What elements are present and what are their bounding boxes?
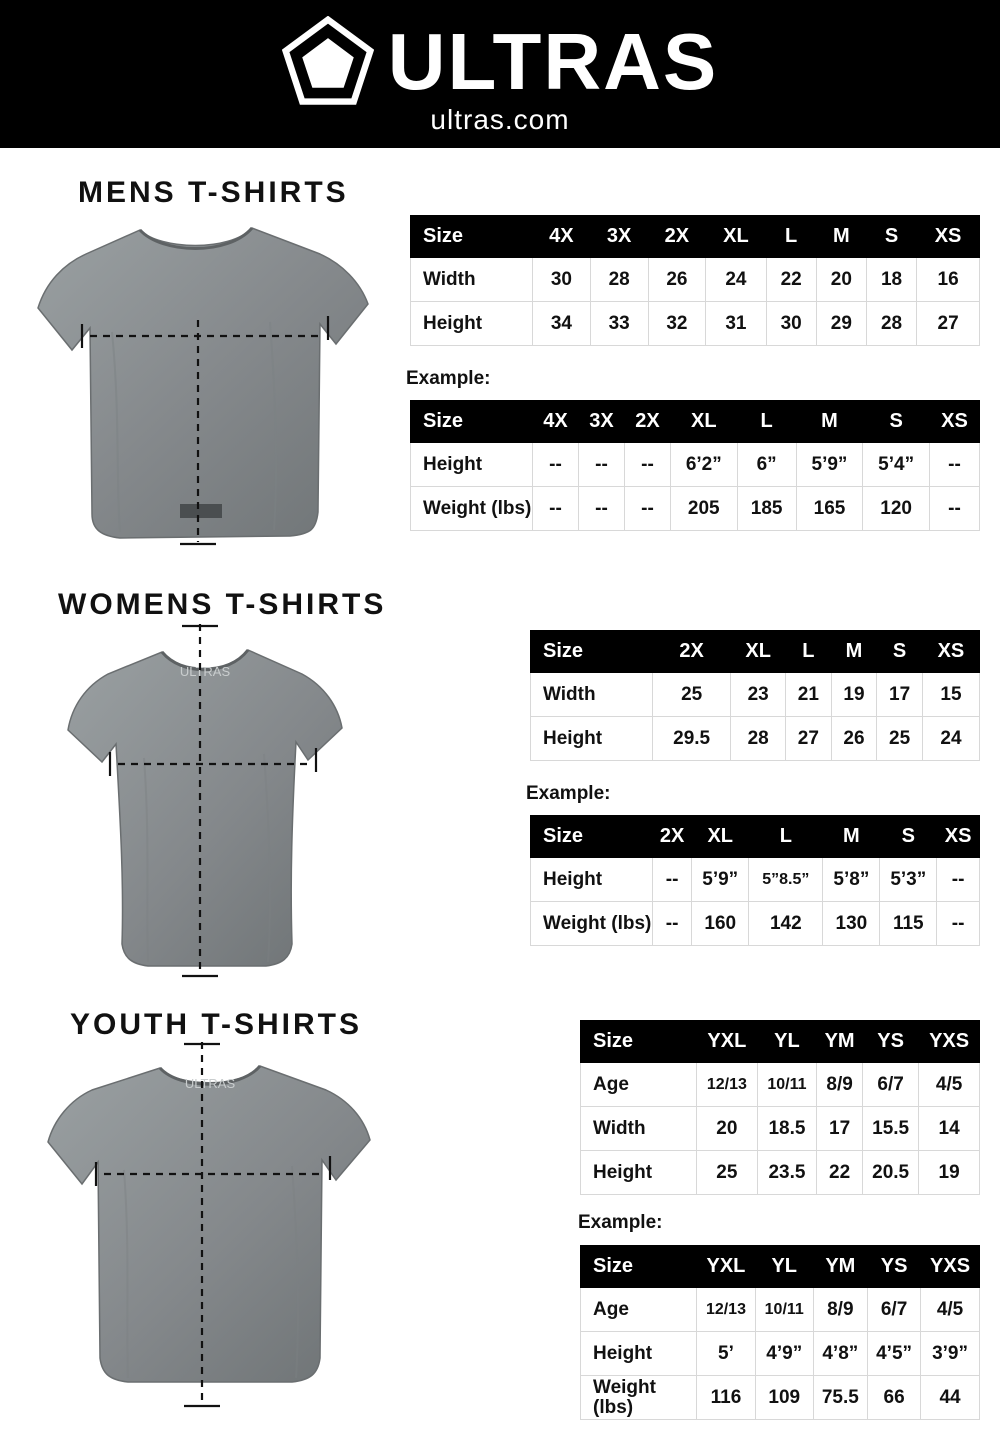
womens-example-table <box>530 815 980 946</box>
cell: 6/7 <box>863 1063 919 1107</box>
mens-size-table <box>410 215 980 346</box>
col-yxl: YXL <box>697 1021 758 1063</box>
col-m: M <box>831 631 877 673</box>
table-row <box>531 717 980 761</box>
cell: 16 <box>917 258 980 302</box>
cell: 23.5 <box>757 1151 816 1195</box>
cell: 28 <box>731 717 786 761</box>
col-s: S <box>866 216 916 258</box>
cell: 10/11 <box>757 1063 816 1107</box>
svg-text:ULTRAS: ULTRAS <box>184 1076 236 1091</box>
cell: 29 <box>816 302 866 346</box>
cell: 66 <box>868 1376 921 1420</box>
cell: 20 <box>816 258 866 302</box>
mens-example-table <box>410 400 980 531</box>
cell: 6/7 <box>868 1288 921 1332</box>
cell: -- <box>533 487 579 531</box>
cell: -- <box>937 902 980 946</box>
col-xl: XL <box>670 401 737 443</box>
cell: -- <box>929 487 979 531</box>
cell: 30 <box>533 258 591 302</box>
col-4x: 4X <box>533 216 591 258</box>
womens-size-table <box>530 630 980 761</box>
row-label: Width <box>531 673 653 717</box>
cell: 3’9” <box>921 1332 980 1376</box>
col-xl: XL <box>706 216 766 258</box>
row-label: Weight (lbs) <box>581 1376 697 1420</box>
youth-example-table <box>580 1245 980 1420</box>
cell: 33 <box>590 302 648 346</box>
row-label: Height <box>411 302 533 346</box>
col-m: M <box>823 816 880 858</box>
mens-tshirt-illustration <box>20 212 390 562</box>
cell: 5’ <box>697 1332 756 1376</box>
col-l: L <box>766 216 816 258</box>
row-label: Weight (lbs) <box>411 487 533 531</box>
cell: -- <box>533 443 579 487</box>
cell: 5”8.5” <box>749 858 823 902</box>
brand-row <box>0 16 1000 108</box>
col-yxs: YXS <box>921 1246 980 1288</box>
row-label: Height <box>581 1151 697 1195</box>
cell: 8/9 <box>813 1288 868 1332</box>
cell: 5’4” <box>863 443 930 487</box>
cell: 20 <box>697 1107 758 1151</box>
table-row <box>411 487 980 531</box>
cell: 5’8” <box>823 858 880 902</box>
col-4x: 4X <box>533 401 579 443</box>
col-s: S <box>880 816 937 858</box>
table-row <box>581 1063 980 1107</box>
row-label: Width <box>581 1107 697 1151</box>
col-size: Size <box>411 216 533 258</box>
col-ym: YM <box>813 1246 868 1288</box>
youth-example-label: Example: <box>578 1212 663 1233</box>
col-yxs: YXS <box>919 1021 980 1063</box>
cell: 12/13 <box>697 1288 756 1332</box>
table-header-row <box>581 1021 980 1063</box>
cell: 28 <box>866 302 916 346</box>
row-label: Age <box>581 1063 697 1107</box>
cell: 21 <box>786 673 832 717</box>
cell: -- <box>929 443 979 487</box>
col-xl: XL <box>692 816 749 858</box>
brand-name: ULTRAS <box>387 17 719 106</box>
cell: 44 <box>921 1376 980 1420</box>
cell: 8/9 <box>817 1063 863 1107</box>
table-header-row <box>531 631 980 673</box>
cell: 34 <box>533 302 591 346</box>
cell: 4/5 <box>921 1288 980 1332</box>
womens-tshirt-illustration <box>40 618 370 988</box>
cell: 32 <box>648 302 706 346</box>
womens-example-label: Example: <box>526 783 611 804</box>
section-title-womens: WOMENS T-SHIRTS <box>58 588 387 621</box>
cell: 27 <box>786 717 832 761</box>
col-size: Size <box>531 816 653 858</box>
cell: 116 <box>697 1376 756 1420</box>
cell: 17 <box>877 673 923 717</box>
cell: 24 <box>706 258 766 302</box>
col-xl: XL <box>731 631 786 673</box>
cell: 24 <box>922 717 979 761</box>
cell: 25 <box>877 717 923 761</box>
cell: 26 <box>831 717 877 761</box>
table-header-row <box>411 401 980 443</box>
table-row <box>531 673 980 717</box>
col-xs: XS <box>922 631 979 673</box>
cell: 22 <box>766 258 816 302</box>
cell: 120 <box>863 487 930 531</box>
cell: 6” <box>737 443 796 487</box>
youth-size-table <box>580 1020 980 1195</box>
cell: -- <box>624 487 670 531</box>
table-row <box>531 902 980 946</box>
cell: -- <box>578 487 624 531</box>
row-label: Height <box>531 858 653 902</box>
cell: 25 <box>653 673 731 717</box>
cell: 19 <box>919 1151 980 1195</box>
cell: 29.5 <box>653 717 731 761</box>
col-ys: YS <box>868 1246 921 1288</box>
col-l: L <box>749 816 823 858</box>
col-size: Size <box>531 631 653 673</box>
row-label: Weight (lbs) <box>531 902 653 946</box>
cell: -- <box>624 443 670 487</box>
cell: 10/11 <box>755 1288 813 1332</box>
col-ym: YM <box>817 1021 863 1063</box>
table-row <box>581 1151 980 1195</box>
col-xs: XS <box>929 401 979 443</box>
cell: 165 <box>796 487 863 531</box>
cell: 115 <box>880 902 937 946</box>
cell: 185 <box>737 487 796 531</box>
brand-url: ultras.com <box>430 104 570 135</box>
cell: 30 <box>766 302 816 346</box>
cell: 4’5” <box>868 1332 921 1376</box>
cell: 4’8” <box>813 1332 868 1376</box>
cell: 31 <box>706 302 766 346</box>
cell: 17 <box>817 1107 863 1151</box>
youth-tshirt-illustration <box>30 1038 390 1418</box>
cell: 15 <box>922 673 979 717</box>
col-2x: 2X <box>653 816 692 858</box>
table-header-row <box>411 216 980 258</box>
cell: 22 <box>817 1151 863 1195</box>
col-yl: YL <box>755 1246 813 1288</box>
cell: 25 <box>697 1151 758 1195</box>
col-ys: YS <box>863 1021 919 1063</box>
cell: 5’9” <box>796 443 863 487</box>
row-label: Height <box>531 717 653 761</box>
col-size: Size <box>581 1021 697 1063</box>
table-row <box>531 858 980 902</box>
col-size: Size <box>581 1246 697 1288</box>
table-row <box>411 302 980 346</box>
mens-example-label: Example: <box>406 368 491 389</box>
cell: 26 <box>648 258 706 302</box>
cell: 5’3” <box>880 858 937 902</box>
table-row <box>581 1332 980 1376</box>
cell: 27 <box>917 302 980 346</box>
col-m: M <box>796 401 863 443</box>
row-label: Height <box>581 1332 697 1376</box>
cell: 19 <box>831 673 877 717</box>
cell: 18 <box>866 258 916 302</box>
table-row <box>411 258 980 302</box>
row-label: Age <box>581 1288 697 1332</box>
col-xs: XS <box>917 216 980 258</box>
cell: 23 <box>731 673 786 717</box>
col-2x: 2X <box>648 216 706 258</box>
cell: 109 <box>755 1376 813 1420</box>
cell: 5’9” <box>692 858 749 902</box>
col-l: L <box>737 401 796 443</box>
col-2x: 2X <box>653 631 731 673</box>
row-label: Width <box>411 258 533 302</box>
cell: 142 <box>749 902 823 946</box>
cell: 4’9” <box>755 1332 813 1376</box>
col-xs: XS <box>937 816 980 858</box>
cell: -- <box>653 858 692 902</box>
table-row <box>581 1288 980 1332</box>
cell: 4/5 <box>919 1063 980 1107</box>
table-row <box>411 443 980 487</box>
col-3x: 3X <box>578 401 624 443</box>
col-yl: YL <box>757 1021 816 1063</box>
col-s: S <box>863 401 930 443</box>
svg-text:ULTRAS: ULTRAS <box>179 664 231 679</box>
col-m: M <box>816 216 866 258</box>
cell: 15.5 <box>863 1107 919 1151</box>
pentagon-logo-icon <box>282 16 374 108</box>
col-l: L <box>786 631 832 673</box>
cell: -- <box>578 443 624 487</box>
table-header-row <box>531 816 980 858</box>
cell: 6’2” <box>670 443 737 487</box>
cell: 205 <box>670 487 737 531</box>
cell: 12/13 <box>697 1063 758 1107</box>
cell: -- <box>653 902 692 946</box>
cell: 75.5 <box>813 1376 868 1420</box>
cell: 130 <box>823 902 880 946</box>
cell: 28 <box>590 258 648 302</box>
table-row <box>581 1107 980 1151</box>
row-label: Height <box>411 443 533 487</box>
section-title-youth: YOUTH T-SHIRTS <box>70 1008 363 1041</box>
table-header-row <box>581 1246 980 1288</box>
section-title-mens: MENS T-SHIRTS <box>78 176 349 209</box>
page-header <box>0 0 1000 148</box>
col-2x: 2X <box>624 401 670 443</box>
col-3x: 3X <box>590 216 648 258</box>
col-s: S <box>877 631 923 673</box>
col-size: Size <box>411 401 533 443</box>
col-yxl: YXL <box>697 1246 756 1288</box>
cell: -- <box>937 858 980 902</box>
cell: 14 <box>919 1107 980 1151</box>
cell: 160 <box>692 902 749 946</box>
table-row <box>581 1376 980 1420</box>
cell: 20.5 <box>863 1151 919 1195</box>
cell: 18.5 <box>757 1107 816 1151</box>
